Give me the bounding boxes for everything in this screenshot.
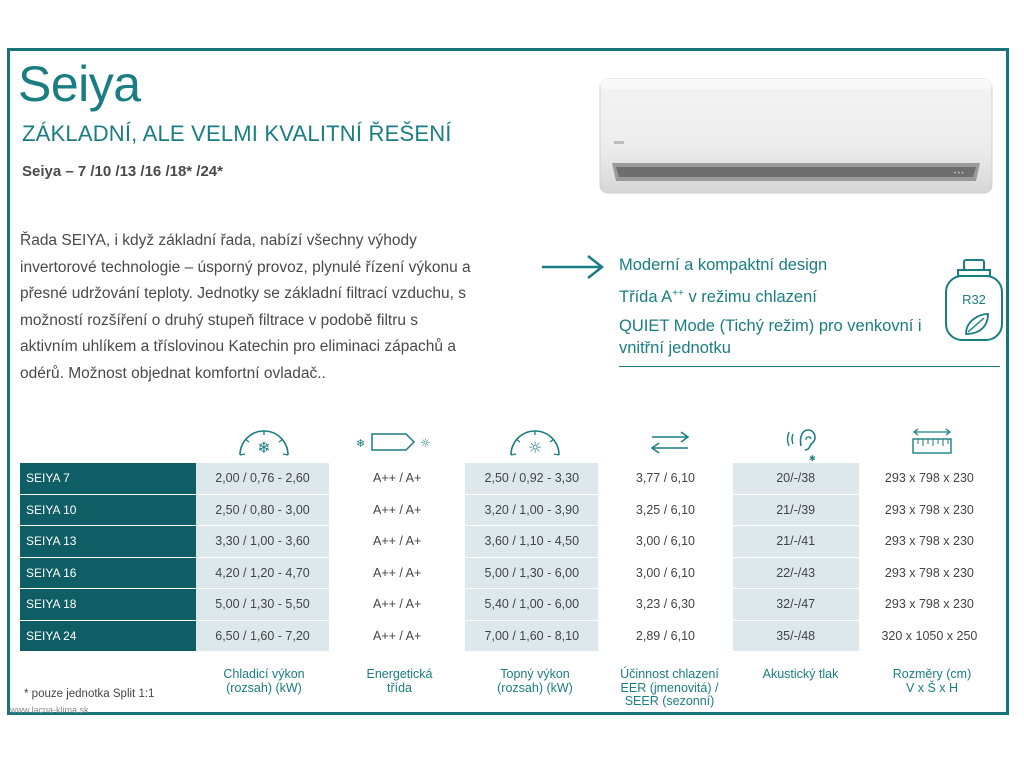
table-row bbox=[20, 589, 1000, 621]
cooling-cell: 5,00 / 1,30 - 5,50 bbox=[196, 589, 329, 621]
model-cell: SEIYA 7 bbox=[20, 463, 196, 494]
table-row bbox=[20, 620, 1000, 652]
svg-text:☼: ☼ bbox=[419, 436, 431, 450]
svg-text:☼: ☼ bbox=[527, 438, 543, 457]
noise-cell: 21/-/41 bbox=[733, 526, 859, 558]
col-label-noise: Akustický tlak bbox=[762, 667, 839, 681]
heating-gauge-icon bbox=[468, 420, 602, 464]
column-icons bbox=[20, 420, 1000, 464]
heating-cell: 5,00 / 1,30 - 6,00 bbox=[465, 557, 598, 589]
model-cell: SEIYA 16 bbox=[20, 557, 196, 589]
efficiency-arrows-icon bbox=[602, 420, 737, 464]
specs-table bbox=[20, 463, 1000, 652]
page-title: Seiya bbox=[18, 56, 141, 112]
dimensions-cell: 293 x 798 x 230 bbox=[859, 494, 1000, 526]
model-cell: SEIYA 18 bbox=[20, 589, 196, 621]
cooling-cell: 6,50 / 1,60 - 7,20 bbox=[196, 620, 329, 652]
col-label-energy: Energetická třída bbox=[366, 667, 433, 695]
description-text: Řada SEIYA, i když základní řada, nabízí všechny výhody invertorové technologie – úsporný provoz, plynulé řízení výkonu a přesné udržování teploty. Jednotky se základní filtrací vzduchu, s možností rozšíření o druhý stupeň filtrace v podobě filtru s aktivním uhlíkem a tříslovinou Katechin pro eliminaci zápachů a odérů. Možnost objednat komfortní ovladač.. bbox=[20, 232, 471, 382]
feature-divider bbox=[619, 366, 1000, 367]
svg-text:❄: ❄ bbox=[257, 438, 271, 457]
energy-cell: A++ / A+ bbox=[329, 620, 465, 652]
dimensions-cell: 293 x 798 x 230 bbox=[859, 526, 1000, 558]
feature-list bbox=[619, 254, 929, 366]
svg-text:✱: ✱ bbox=[808, 454, 816, 462]
svg-text:• • •: • • • bbox=[954, 171, 964, 177]
dimensions-cell: 320 x 1050 x 250 bbox=[859, 620, 1000, 652]
dimensions-ruler-icon bbox=[864, 420, 1000, 464]
footnote: * pouze jednotka Split 1:1 bbox=[24, 688, 155, 700]
table-row bbox=[20, 526, 1000, 558]
efficiency-cell: 3,00 / 6,10 bbox=[598, 557, 732, 589]
cooling-cell: 2,50 / 0,80 - 3,00 bbox=[196, 494, 329, 526]
dimensions-cell: 293 x 798 x 230 bbox=[859, 463, 1000, 494]
heating-cell: 5,40 / 1,00 - 6,00 bbox=[465, 589, 598, 621]
dimensions-cell: 293 x 798 x 230 bbox=[859, 557, 1000, 589]
acoustic-ear-icon bbox=[737, 420, 864, 464]
noise-cell: 22/-/43 bbox=[733, 557, 859, 589]
col-label-efficiency: Účinnost chlazení EER (jmenovitá) / SEER (sezonní) bbox=[620, 667, 719, 708]
noise-cell: 21/-/39 bbox=[733, 494, 859, 526]
noise-cell: 20/-/38 bbox=[733, 463, 859, 494]
efficiency-cell: 2,89 / 6,10 bbox=[598, 620, 732, 652]
efficiency-cell: 3,00 / 6,10 bbox=[598, 526, 732, 558]
energy-cell: A++ / A+ bbox=[329, 494, 465, 526]
dimensions-cell: 293 x 798 x 230 bbox=[859, 589, 1000, 621]
page-subtitle: ZÁKLADNÍ, ALE VELMI KVALITNÍ ŘEŠENÍ bbox=[22, 121, 452, 146]
energy-cell: A++ / A+ bbox=[329, 526, 465, 558]
feature-energy-class: Třída A++ v režimu chlazení bbox=[619, 288, 817, 306]
efficiency-cell: 3,23 / 6,30 bbox=[598, 589, 732, 621]
energy-cell: A++ / A+ bbox=[329, 463, 465, 494]
noise-cell: 32/-/47 bbox=[733, 589, 859, 621]
cooling-cell: 4,20 / 1,20 - 4,70 bbox=[196, 557, 329, 589]
table-row bbox=[20, 463, 1000, 494]
col-label-cooling: Chladicí výkon (rozsah) (kW) bbox=[223, 667, 305, 695]
arrow-right-icon bbox=[540, 254, 606, 280]
model-cell: SEIYA 24 bbox=[20, 620, 196, 652]
cooling-cell: 2,00 / 0,76 - 2,60 bbox=[196, 463, 329, 494]
heating-cell: 3,20 / 1,00 - 3,90 bbox=[465, 494, 598, 526]
heating-cell: 3,60 / 1,10 - 4,50 bbox=[465, 526, 598, 558]
r32-refrigerant-icon bbox=[940, 258, 1008, 344]
noise-cell: 35/-/48 bbox=[733, 620, 859, 652]
air-conditioner-image bbox=[598, 77, 994, 197]
cooling-gauge-icon bbox=[197, 420, 331, 464]
model-list: Seiya – 7 /10 /13 /16 /18* /24* bbox=[22, 163, 223, 180]
table-row bbox=[20, 557, 1000, 589]
energy-cell: A++ / A+ bbox=[329, 589, 465, 621]
watermark: www.lacna-klima.sk bbox=[10, 705, 89, 715]
feature-design: Moderní a kompaktní design bbox=[619, 256, 828, 274]
heating-cell: 7,00 / 1,60 - 8,10 bbox=[465, 620, 598, 652]
svg-text:❄: ❄ bbox=[355, 437, 365, 450]
efficiency-cell: 3,25 / 6,10 bbox=[598, 494, 732, 526]
r32-label: R32 bbox=[962, 292, 986, 307]
heating-cell: 2,50 / 0,92 - 3,30 bbox=[465, 463, 598, 494]
model-cell: SEIYA 10 bbox=[20, 494, 196, 526]
cooling-cell: 3,30 / 1,00 - 3,60 bbox=[196, 526, 329, 558]
energy-class-icon bbox=[331, 420, 468, 464]
efficiency-cell: 3,77 / 6,10 bbox=[598, 463, 732, 494]
energy-cell: A++ / A+ bbox=[329, 557, 465, 589]
model-cell: SEIYA 13 bbox=[20, 526, 196, 558]
table-row bbox=[20, 494, 1000, 526]
col-label-heating: Topný výkon (rozsah) (kW) bbox=[497, 667, 573, 695]
feature-quiet-mode: QUIET Mode (Tichý režim) pro venkovní i vnitřní jednotku bbox=[619, 317, 922, 357]
col-label-dimensions: Rozměry (cm) V x Š x H bbox=[892, 667, 972, 695]
